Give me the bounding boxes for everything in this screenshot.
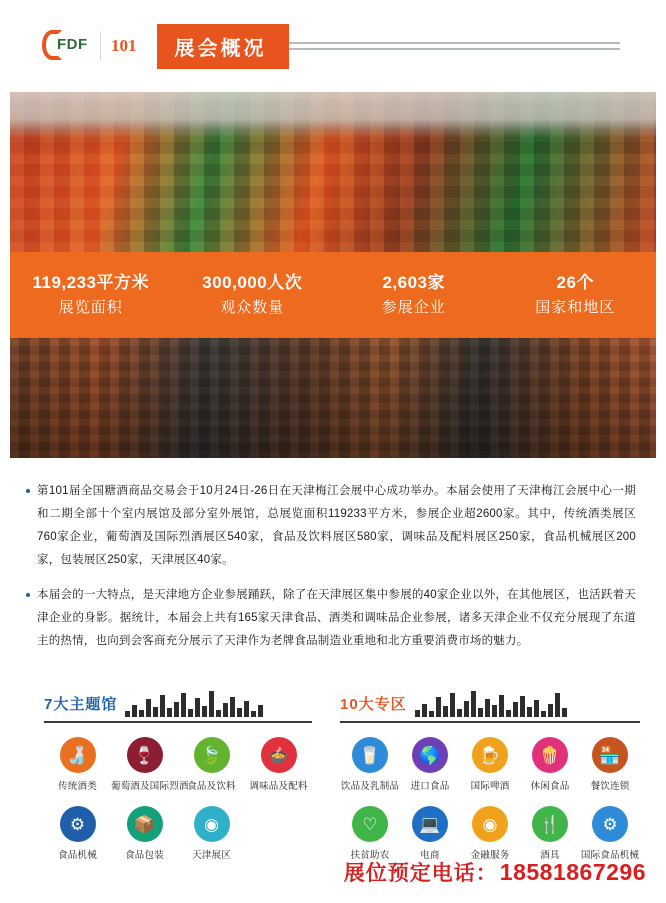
category-item[interactable] [400,806,460,861]
category-label: 天津展区 [192,850,231,861]
category-label: 国际食品机械 [580,850,640,861]
stat-item [10,270,172,320]
bullet-item [26,584,636,653]
category-label: 食品机械 [58,850,97,861]
category-label: 食品及饮料 [187,781,236,792]
theme-halls-grid [44,737,312,875]
stat-value: 300,000人次 [202,273,303,293]
category-item[interactable] [178,737,245,792]
wine-glass-icon: 🍷 [127,737,163,773]
title-rule-decoration [285,36,621,56]
stat-label: 参展企业 [381,298,446,316]
category-columns [0,665,666,875]
category-label: 食品包装 [125,850,164,861]
category-label: 传统酒类 [58,781,97,792]
bullet-item [26,480,636,572]
theme-halls-title: 7大主题馆 [44,696,118,713]
category-item[interactable] [245,737,312,792]
beer-mug-icon: 🍺 [472,737,508,773]
stat-label: 观众数量 [220,298,285,316]
cutlery-icon: 🍴 [532,806,568,842]
category-item[interactable] [460,806,520,861]
category-item[interactable] [44,737,111,792]
tianjin-icon: ◉ [194,806,230,842]
category-item[interactable] [111,806,178,861]
snack-bag-icon: 🍿 [532,737,568,773]
stats-strip [10,252,656,338]
logo-divider [100,31,101,61]
stat-value: 2,603家 [382,273,446,293]
theme-halls-underline [44,721,312,723]
globe-icon: 🌎 [412,737,448,773]
exhibition-crowd-photo-bottom [10,338,656,458]
category-item[interactable] [460,737,520,792]
gear-box-icon: ⚙ [60,806,96,842]
edition-number: 101 [111,36,137,55]
heart-hand-icon: ♡ [352,806,388,842]
page-header [0,0,666,92]
stat-value: 26个 [556,273,594,293]
category-item[interactable] [400,737,460,792]
milk-carton-icon: 🥛 [352,737,388,773]
category-label: 餐饮连锁 [590,781,630,792]
category-label: 电商 [420,850,440,861]
special-zones-title: 10大专区 [340,696,407,713]
category-item[interactable] [580,806,640,861]
page-title: 展会概况 [157,24,289,69]
cfdf-logo-icon [42,28,90,64]
stat-item [495,270,657,320]
sauce-icon: 🍲 [261,737,297,773]
cfdf-logo-text: FDF [57,36,88,53]
category-label: 金融服务 [470,850,510,861]
package-icon: 📦 [127,806,163,842]
booking-phone-number[interactable]: 18581867296 [499,858,646,885]
category-label: 饮品及乳制品 [340,781,400,792]
category-label: 国际啤酒 [470,781,510,792]
stat-item [172,270,334,320]
category-item[interactable] [111,737,189,792]
leaf-bottle-icon: 🍃 [194,737,230,773]
category-item[interactable] [340,806,400,861]
storefront-icon: 🏪 [592,737,628,773]
section-title-bar [157,24,666,69]
special-zones-grid [340,737,640,875]
machinery-icon: ⚙ [592,806,628,842]
stat-label: 展览面积 [58,298,123,316]
category-label: 酒具 [540,850,560,861]
exhibition-hall-photo-top [10,92,656,252]
stat-label: 国家和地区 [535,298,616,316]
logo-block [42,28,137,64]
booking-phone-label: 展位预定电话： [343,862,498,885]
theme-halls-header [44,683,312,717]
category-item[interactable] [520,806,580,861]
category-label: 休闲食品 [530,781,570,792]
category-item[interactable] [340,737,400,792]
stat-value: 119,233平方米 [32,273,149,293]
category-item[interactable] [520,737,580,792]
category-item[interactable] [44,806,111,861]
wine-cup-icon: 🍶 [60,737,96,773]
bar-decoration [415,691,640,717]
stat-item [333,270,495,320]
category-label: 扶贫助农 [350,850,390,861]
bullet-dot-icon [26,593,30,597]
category-label: 葡萄酒及国际烈酒 [111,781,189,792]
special-zones-underline [340,721,640,723]
category-item[interactable] [580,737,640,792]
bar-decoration [125,691,312,717]
category-label: 调味品及配料 [249,781,308,792]
booking-phone-footer [344,857,646,887]
bullet-dot-icon [26,489,30,493]
coins-icon: ◉ [472,806,508,842]
laptop-icon: 💻 [412,806,448,842]
bullet-text: 本届会的一大特点，是天津地方企业参展踊跃，除了在天津展区集中参展的40家企业以外，在其他展区，也活跃着天津企业的身影。据统计，本届会上共有165家天津食品、酒类和调味品企业参展，诸多天津企业不仅充分展现了东道主的热情，也向到会客商充分展示了天津作为老牌食品制造业重地和北方重要消费市场的魅力。 [37,589,636,647]
category-item[interactable] [178,806,245,861]
edition-logo-icon [111,36,137,56]
media-band [10,92,656,458]
theme-halls-column [44,683,312,875]
description-block [0,458,666,653]
bullet-text: 第101届全国糖酒商品交易会于10月24日-26日在天津梅江会展中心成功举办。本届会使用了天津梅江会展中心一期和二期全部十个室内展馆及部分室外展馆，总展览面积119233平方米，参展企业超2600家。其中，传统酒类展区760家企业，葡萄酒及国际烈酒展区540家，食品及饮料展区580家，调味品及配料展区250家，食品机械展区200家，包装展区250家，天津展区40家。 [37,485,636,566]
special-zones-header [340,683,640,717]
special-zones-column [340,683,640,875]
category-label: 进口食品 [410,781,450,792]
